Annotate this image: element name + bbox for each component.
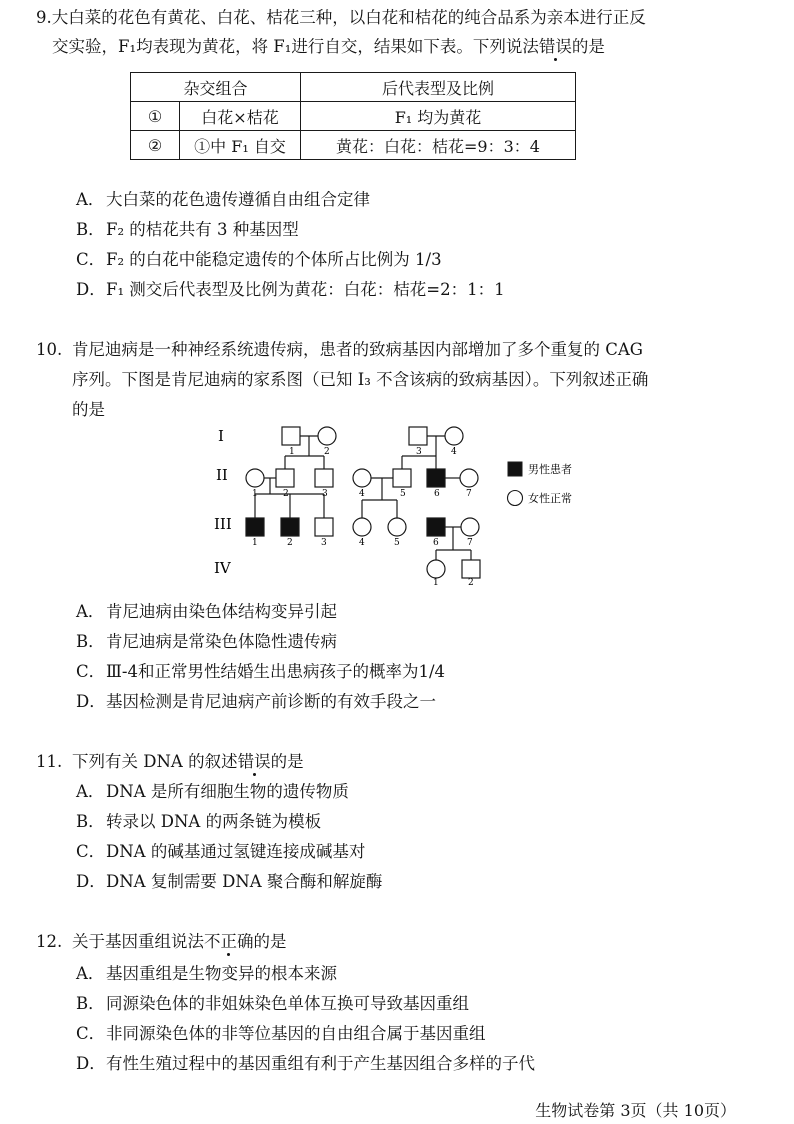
- pedigree-label: 3: [322, 489, 328, 499]
- q10-option-c: [76, 660, 445, 684]
- pedigree-male-normal: [393, 469, 411, 487]
- q11-stem-end: 的是: [270, 752, 304, 771]
- pedigree-female-normal: [460, 469, 478, 487]
- q9-emphasis: 错误: [538, 37, 572, 56]
- q10-stem-line3: 的是: [72, 400, 105, 419]
- q11-option-d: [76, 870, 382, 894]
- option-letter: A．: [76, 782, 105, 801]
- q12-stem: [36, 930, 287, 954]
- pedigree-male-affected: [427, 518, 445, 536]
- option-text: 非同源染色体的非等位基因的自由组合属于基因重组: [106, 1024, 486, 1043]
- q11-number: 11.: [36, 752, 63, 771]
- legend-affected-male-label: 男性患者: [528, 463, 572, 476]
- option-text: DNA 的碱基通过氢键连接成碱基对: [106, 842, 366, 861]
- q12-option-b: [76, 992, 469, 1016]
- q10-stem-line1: [36, 338, 643, 362]
- legend-normal-female-label: 女性正常: [528, 492, 572, 505]
- option-text: F₂ 的桔花共有 3 种基因型: [106, 220, 299, 239]
- table-header-cross: 杂交组合: [131, 73, 301, 102]
- option-letter: A．: [76, 602, 105, 621]
- q9-stem-text3: 的是: [571, 37, 605, 56]
- pedigree-female-normal: [461, 518, 479, 536]
- q9-option-c: [76, 248, 442, 272]
- pedigree-label: 5: [400, 489, 406, 499]
- generation-label-ii: II: [216, 466, 228, 484]
- option-letter: B．: [76, 994, 105, 1013]
- pedigree-label: 6: [433, 538, 439, 548]
- pedigree-label: 6: [434, 489, 440, 499]
- pedigree-male-affected: [427, 469, 445, 487]
- q12-stem-text: 关于基因重组说法: [72, 932, 204, 951]
- q10-option-a: [76, 600, 337, 624]
- q11-stem-text: 下列有关 DNA 的叙述: [72, 752, 238, 771]
- generation-label-iv: IV: [214, 559, 231, 577]
- option-letter: C．: [76, 1024, 106, 1043]
- pedigree-female-normal: [353, 518, 371, 536]
- table-cell: F₁ 均为黄花: [301, 102, 576, 131]
- pedigree-label: 5: [394, 538, 400, 548]
- option-text: F₁ 测交后代表型及比例为黄花：白花：桔花=2：1：1: [106, 280, 505, 299]
- q12-option-a: [76, 962, 337, 986]
- pedigree-label: 1: [252, 489, 258, 499]
- pedigree-male-normal: [276, 469, 294, 487]
- table-cell: ①: [131, 102, 180, 131]
- option-text: DNA 复制需要 DNA 聚合酶和解旋酶: [106, 872, 383, 891]
- q9-option-b: [76, 218, 299, 242]
- pedigree-label: 2: [468, 578, 474, 585]
- table-cell: 黄花：白花：桔花=9：3：4: [301, 131, 576, 160]
- pedigree-label: 2: [287, 538, 293, 548]
- option-text: 大白菜的花色遗传遵循自由组合定律: [106, 190, 370, 209]
- option-letter: C．: [76, 250, 106, 269]
- table-header-row: [131, 73, 576, 102]
- pedigree-label: 1: [252, 538, 258, 548]
- pedigree-label: 1: [433, 578, 439, 585]
- legend-affected-male-icon: [508, 462, 522, 476]
- pedigree-male-normal: [315, 518, 333, 536]
- q10-option-d: [76, 690, 436, 714]
- pedigree-label: 2: [283, 489, 289, 499]
- q11-emphasis: 错误: [237, 752, 271, 771]
- pedigree-label: 4: [359, 538, 365, 548]
- pedigree-female-normal: [445, 427, 463, 445]
- generation-label-i: I: [218, 427, 224, 445]
- pedigree-male-normal: [462, 560, 480, 578]
- option-letter: C．: [76, 662, 106, 681]
- pedigree-female-normal: [353, 469, 371, 487]
- legend-normal-female-icon: [508, 491, 523, 506]
- pedigree-female-normal: [318, 427, 336, 445]
- table-header-offspring: 后代表型及比例: [301, 73, 576, 102]
- option-letter: A．: [76, 190, 105, 209]
- pedigree-label: 4: [359, 489, 365, 499]
- q11-option-b: [76, 810, 321, 834]
- table-row: [131, 102, 576, 131]
- page-footer: 生物试卷第 3页（共 10页）: [535, 1101, 736, 1120]
- q9-stem-text1: 大白菜的花色有黄花、白花、桔花三种，以白花和桔花的纯合品系为亲本进行正反: [51, 8, 646, 27]
- pedigree-female-normal: [388, 518, 406, 536]
- table-row: [131, 131, 576, 160]
- option-text: 转录以 DNA 的两条链为模板: [106, 812, 322, 831]
- q11-option-c: [76, 840, 365, 864]
- option-text: 肯尼迪病由染色体结构变异引起: [106, 602, 337, 621]
- option-letter: D．: [76, 1054, 106, 1073]
- q10-stem-text1: 肯尼迪病是一种神经系统遗传病，患者的致病基因内部增加了多个重复的 CAG: [72, 340, 643, 359]
- table-cell: ②: [131, 131, 180, 160]
- option-text: 同源染色体的非姐妹染色单体互换可导致基因重组: [106, 994, 469, 1013]
- q9-stem-line1: [36, 6, 646, 30]
- option-letter: D．: [76, 280, 106, 299]
- pedigree-female-normal: [427, 560, 445, 578]
- q9-stem-text2: 交实验，F₁均表现为黄花，将 F₁进行自交，结果如下表。下列说法: [52, 37, 539, 56]
- pedigree-label: 7: [467, 538, 473, 548]
- q12-option-c: [76, 1022, 486, 1046]
- q11-option-a: [76, 780, 349, 804]
- pedigree-male-normal: [315, 469, 333, 487]
- q11-stem: [36, 750, 304, 774]
- generation-label-iii: III: [214, 515, 232, 533]
- q10-stem-line2: 序列。下图是肯尼迪病的家系图（已知 I₃ 不含该病的致病基因）。下列叙述正确: [72, 370, 649, 389]
- option-text: 基因检测是肯尼迪病产前诊断的有效手段之一: [106, 692, 436, 711]
- pedigree-label: 3: [416, 447, 422, 457]
- pedigree-label: 3: [321, 538, 327, 548]
- q10-number: 10.: [36, 340, 63, 359]
- q12-emphasis: 不正确: [204, 932, 254, 951]
- pedigree-male-affected: [281, 518, 299, 536]
- pedigree-male-affected: [246, 518, 264, 536]
- pedigree-chart: [200, 420, 600, 585]
- q12-stem-end: 的是: [253, 932, 287, 951]
- q10-option-b: [76, 630, 337, 654]
- option-letter: C．: [76, 842, 106, 861]
- option-text: 基因重组是生物变异的根本来源: [106, 964, 337, 983]
- option-letter: B．: [76, 812, 105, 831]
- table-cell: 白花×桔花: [180, 102, 301, 131]
- option-text: 有性生殖过程中的基因重组有利于产生基因组合多样的子代: [106, 1054, 535, 1073]
- q9-cross-table: [130, 72, 576, 160]
- pedigree-male-normal: [282, 427, 300, 445]
- q9-stem-line2: [52, 35, 605, 59]
- option-letter: D．: [76, 692, 106, 711]
- q12-option-d: [76, 1052, 535, 1076]
- q9-option-a: [76, 188, 370, 212]
- pedigree-label: 4: [451, 447, 457, 457]
- option-letter: D．: [76, 872, 106, 891]
- option-text: DNA 是所有细胞生物的遗传物质: [106, 782, 349, 801]
- q12-number: 12.: [36, 932, 63, 951]
- q9-option-d: [76, 278, 505, 302]
- q9-number: 9.: [36, 8, 52, 27]
- option-text: Ⅲ-4和正常男性结婚生出患病孩子的概率为1/4: [106, 662, 446, 681]
- option-letter: A．: [76, 964, 105, 983]
- pedigree-label: 7: [466, 489, 472, 499]
- pedigree-female-normal: [246, 469, 264, 487]
- option-text: F₂ 的白花中能稳定遗传的个体所占比例为 1/3: [106, 250, 442, 269]
- pedigree-male-normal: [409, 427, 427, 445]
- option-letter: B．: [76, 220, 105, 239]
- table-cell: ①中 F₁ 自交: [180, 131, 301, 160]
- pedigree-label: 2: [324, 447, 330, 457]
- pedigree-label: 1: [289, 447, 295, 457]
- option-letter: B．: [76, 632, 105, 651]
- option-text: 肯尼迪病是常染色体隐性遗传病: [106, 632, 337, 651]
